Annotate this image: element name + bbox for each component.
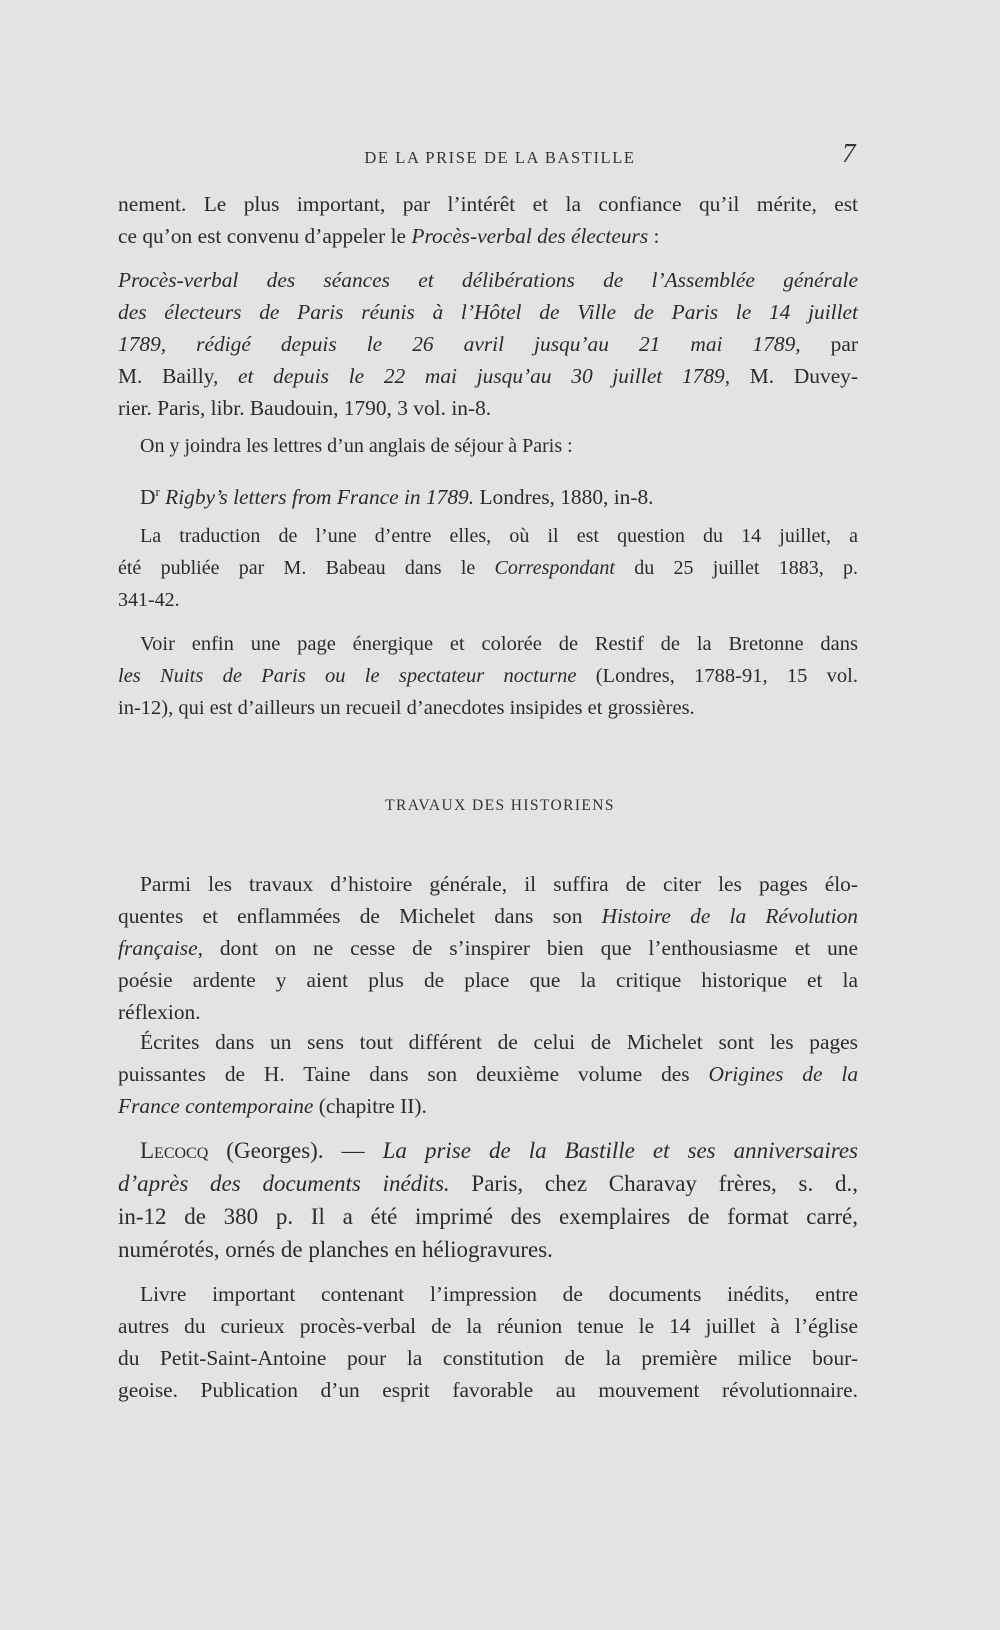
paragraph-line [118, 932, 858, 964]
italic-title: Histoire de la Révolution [601, 904, 858, 928]
italic-title: France contemporaine [118, 1094, 314, 1118]
paragraph-line [118, 1058, 858, 1090]
bibliography-line [118, 1167, 858, 1200]
paragraph-line: geoise. Publication d’un esprit favorable au mouvement révolutionnaire. [118, 1378, 858, 1402]
text-run: M. Bailly, [118, 364, 239, 388]
italic-title: Correspondant [494, 557, 615, 579]
paragraph-line: Livre important contenant l’impression de documents inédits, entre [140, 1282, 858, 1306]
text-run: M. Duvey- [730, 364, 859, 388]
text-run: (Londres, 1788-91, 15 vol. [576, 665, 858, 687]
italic-title: Origines de la [708, 1062, 859, 1086]
citation-line: des électeurs de Paris réunis à l’Hôtel de Ville de Paris le 14 juillet [118, 300, 858, 324]
citation-line: Procès-verbal des séances et délibérations de l’Assemblée générale [118, 268, 858, 292]
paragraph-line: Voir enfin une page énergique et colorée de Restif de la Bretonne dans [140, 633, 858, 655]
text-run: puissantes de H. Taine dans son deuxième volume des [118, 1062, 709, 1086]
text-run: : [648, 224, 660, 248]
italic-title: Rigby’s letters from France in 1789. [159, 485, 475, 510]
text-run: dont on ne cesse de s’inspirer bien que l’enthousiasme et une [202, 936, 858, 960]
text-run: quentes et enflammées de Michelet dans son [118, 904, 602, 928]
italic-title: La prise de la Bastille et ses anniversaires [382, 1138, 858, 1163]
paragraph-line: du Petit-Saint-Antoine pour la constitution de la première milice bour- [118, 1346, 858, 1370]
text-run: ce qu’on est convenu d’appeler le [118, 224, 412, 248]
paragraph-line: nement. Le plus important, par l’intérêt et la confiance qu’il mérite, est [118, 192, 858, 216]
italic-title: les Nuits de Paris ou le spectateur nocturne [118, 665, 577, 687]
bibliography-entry [118, 1134, 858, 1167]
italic-title: d’après des documents inédits. [118, 1171, 450, 1196]
paragraph-line [118, 552, 858, 584]
reference-line [118, 476, 858, 513]
paragraph-line [118, 1090, 858, 1122]
text-run: été publiée par M. Babeau dans le [118, 557, 495, 579]
author-name: Lecocq [140, 1138, 209, 1163]
text-run: (chapitre II). [313, 1094, 427, 1118]
text-run: Paris, chez Charavay frères, s. d., [449, 1171, 858, 1196]
text-run: par [800, 332, 858, 356]
italic-title: Procès-verbal des électeurs [411, 224, 649, 248]
paragraph-line: réflexion. [118, 1000, 201, 1024]
italic-run: 1789, rédigé depuis le 26 avril jusqu’au 21 mai 1789, [118, 332, 801, 356]
citation-line [118, 360, 858, 392]
running-title: DE LA PRISE DE LA BASTILLE [364, 148, 636, 167]
paragraph-line [118, 220, 858, 252]
section-heading: TRAVAUX DES HISTORIENS [385, 797, 615, 814]
paragraph-line [118, 900, 858, 932]
text-run: Londres, 1880, in-8. [474, 485, 654, 510]
paragraph-line: Écrites dans un sens tout différent de celui de Michelet sont les pages [140, 1030, 858, 1054]
page-number: 7 [842, 138, 856, 168]
paragraph-line: La traduction de l’une d’entre elles, où il est question du 14 juillet, a [140, 525, 858, 547]
paragraph-line: 341-42. [118, 589, 180, 611]
paragraph-line: autres du curieux procès-verbal de la réunion tenue le 14 juillet à l’église [118, 1314, 858, 1338]
citation-line [118, 328, 858, 360]
paragraph-line: On y joindra les lettres d’un anglais de séjour à Paris : [140, 435, 573, 457]
paragraph-line: Parmi les travaux d’histoire générale, il suffira de citer les pages élo- [140, 872, 858, 896]
text-run: du 25 juillet 1883, p. [614, 557, 858, 579]
superscript: r [155, 484, 160, 499]
paragraph-line: in-12), qui est d’ailleurs un recueil d’anecdotes insipides et grossières. [118, 697, 695, 719]
italic-title: française, [118, 936, 203, 960]
citation-line: rier. Paris, libr. Baudouin, 1790, 3 vol. in-8. [118, 396, 492, 420]
bibliography-line: in-12 de 380 p. Il a été imprimé des exemplaires de format carré, [118, 1204, 858, 1229]
bibliography-line: numérotés, ornés de planches en héliogravures. [118, 1237, 553, 1262]
paragraph-line: poésie ardente y aient plus de place que la critique historique et la [118, 968, 858, 992]
paragraph-line [118, 660, 858, 692]
italic-run: et depuis le 22 mai jusqu’au 30 juillet 1789, [238, 364, 731, 388]
text-run: (Georges). — [208, 1138, 383, 1163]
text-run: D [140, 485, 156, 510]
